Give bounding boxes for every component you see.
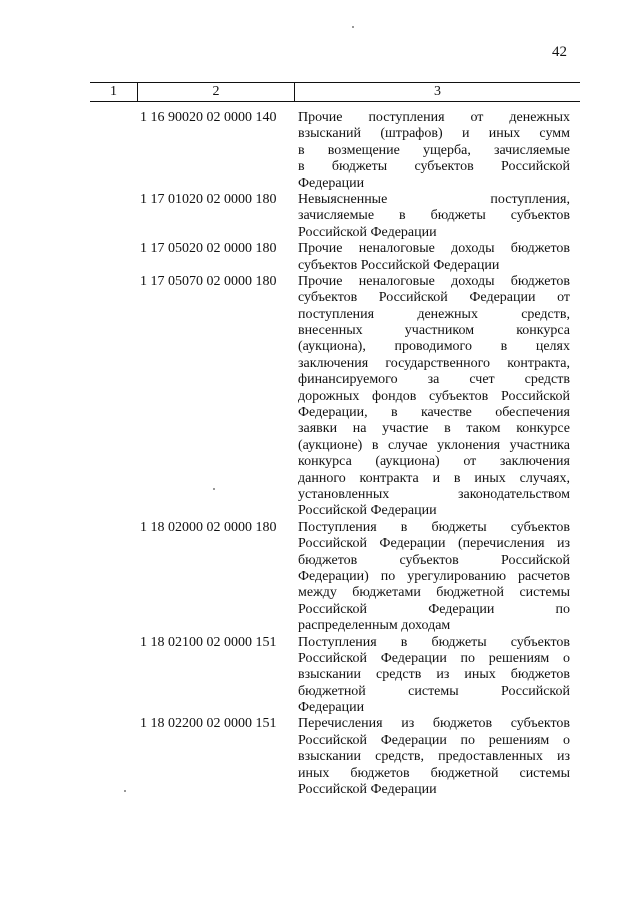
description-line: Российской Федерации по решениям о	[298, 732, 570, 748]
table-body	[140, 110, 580, 798]
description-line: Прочие неналоговые доходы бюджетов	[298, 241, 570, 257]
header-col-3: 3	[434, 84, 441, 99]
description-line: Российской Федерации	[298, 224, 437, 240]
description-line: заключения государственного контракта,	[298, 355, 570, 371]
description-line: субъектов Российской Федерации	[298, 257, 500, 273]
scan-speck	[124, 790, 126, 792]
table-row	[140, 110, 580, 192]
row-description	[298, 192, 570, 241]
table-row	[140, 192, 580, 241]
description-line: в бюджеты субъектов Российской	[298, 159, 570, 175]
description-line: иных бюджетов бюджетной системы	[298, 765, 570, 781]
description-line: Поступления в бюджеты субъектов	[298, 519, 570, 535]
page-number: 42	[552, 44, 567, 60]
description-line: зачисляемые в бюджеты субъектов	[298, 208, 570, 224]
scan-speck	[213, 488, 215, 490]
description-line: установленных законодательством	[298, 486, 570, 502]
header-col-2: 2	[138, 83, 295, 101]
table-row	[140, 241, 580, 274]
description-line: (аукциона), проводимого в целях	[298, 339, 570, 355]
row-description	[298, 110, 570, 192]
description-line: Федерации	[298, 700, 365, 716]
row-description	[298, 274, 570, 520]
row-code: 1 18 02000 02 0000 180	[140, 519, 277, 535]
row-description	[298, 520, 570, 635]
description-line: Федерации	[298, 175, 365, 191]
description-line: данного контракта и в иных случаях,	[298, 470, 570, 486]
description-line: Федерации, в качестве обеспечения	[298, 405, 570, 421]
description-line: дорожных фондов субъектов Российской	[298, 388, 570, 404]
description-line: заявки на участие в таком конкурсе	[298, 421, 570, 437]
table-row	[140, 274, 580, 520]
description-line: бюджетов субъектов Российской	[298, 552, 570, 568]
row-code: 1 17 01020 02 0000 180	[140, 191, 277, 207]
description-line: Российской Федерации	[298, 782, 437, 798]
description-line: взыскании средств, предоставленных из	[298, 749, 570, 765]
description-line: в возмещение ущерба, зачисляемые	[298, 142, 570, 158]
description-line: Невыясненные поступления,	[298, 191, 570, 207]
description-line: Российской Федерации (перечисления из	[298, 536, 570, 552]
row-description	[298, 241, 570, 274]
description-line: (аукционе) в случае уклонения участника	[298, 437, 570, 453]
description-line: Российской Федерации по решениям о	[298, 650, 570, 666]
description-line: поступления денежных средств,	[298, 306, 570, 322]
scan-speck	[352, 26, 354, 28]
description-line: субъектов Российской Федерации от	[298, 290, 570, 306]
description-line: взысканий (штрафов) и иных сумм	[298, 126, 570, 142]
description-line: финансируемого за счет средств	[298, 372, 570, 388]
table-row	[140, 635, 580, 717]
row-code: 1 18 02100 02 0000 151	[140, 634, 277, 650]
description-line: Прочие поступления от денежных	[298, 110, 570, 125]
description-line: бюджетной системы Российской	[298, 683, 570, 699]
row-code: 1 16 90020 02 0000 140	[140, 110, 277, 125]
description-line: внесенных участником конкурса	[298, 323, 570, 339]
row-code: 1 18 02200 02 0000 151	[140, 716, 277, 732]
row-description	[298, 716, 570, 798]
row-code: 1 17 05020 02 0000 180	[140, 241, 277, 257]
header-col-1: 1	[90, 83, 138, 101]
description-line: Поступления в бюджеты субъектов	[298, 634, 570, 650]
table-row	[140, 716, 580, 798]
table-header	[90, 82, 580, 102]
table-row	[140, 520, 580, 635]
row-description	[298, 635, 570, 717]
description-line: Российской Федерации	[298, 503, 437, 519]
description-line: конкурса (аукциона) от заключения	[298, 454, 570, 470]
description-line: Федерации) по урегулированию расчетов	[298, 568, 570, 584]
row-code: 1 17 05070 02 0000 180	[140, 273, 277, 289]
description-line: Перечисления из бюджетов субъектов	[298, 716, 570, 732]
description-line: между бюджетами бюджетной системы	[298, 585, 570, 601]
description-line: Прочие неналоговые доходы бюджетов	[298, 273, 570, 289]
description-line: Российской Федерации по	[298, 601, 570, 617]
description-line: распределенным доходам	[298, 618, 451, 634]
description-line: взыскании средств из иных бюджетов	[298, 667, 570, 683]
